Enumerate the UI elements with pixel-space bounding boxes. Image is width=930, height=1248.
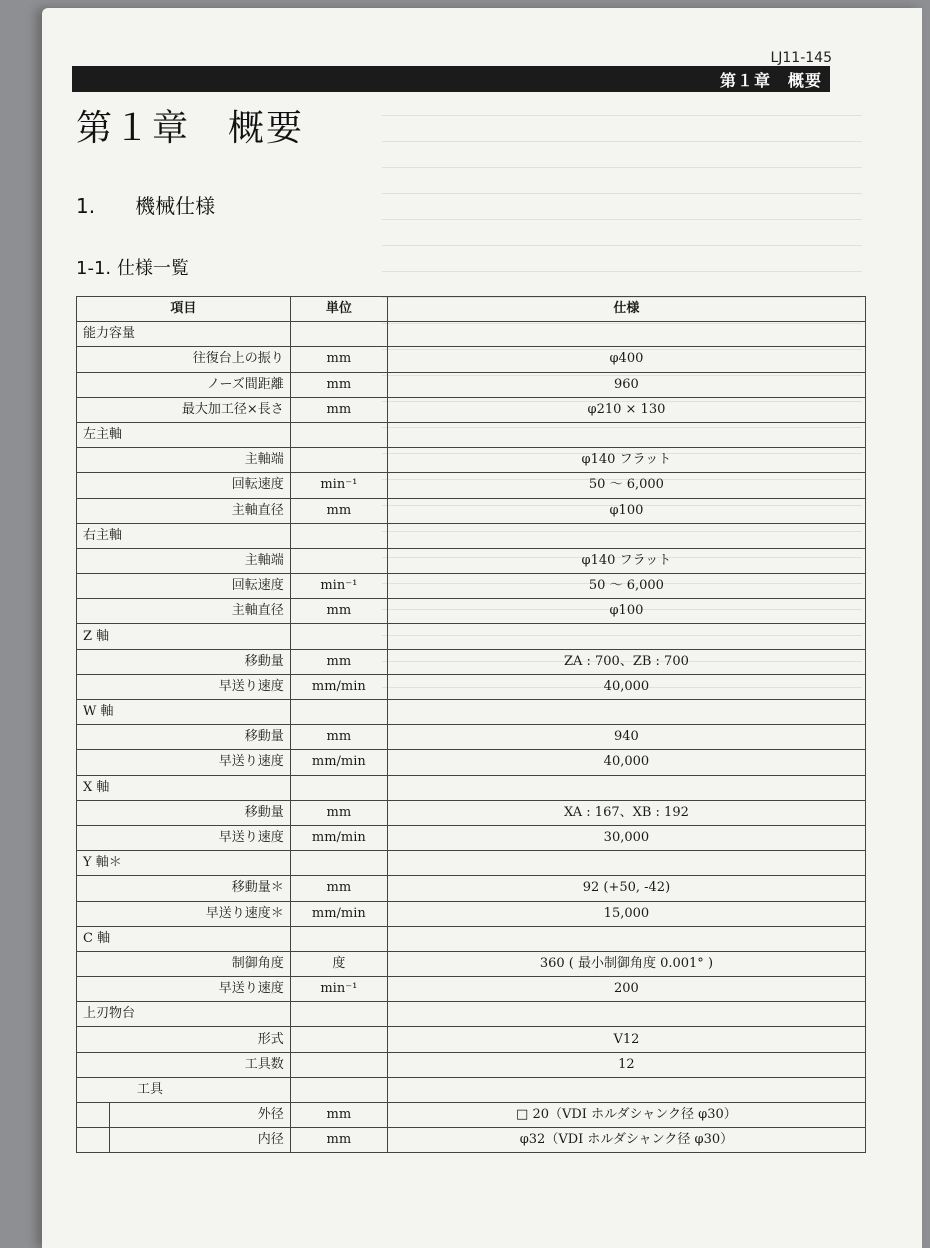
chapter-tab-label: 第１章 概要	[719, 71, 822, 90]
spec-value-cell	[387, 926, 865, 951]
unit-cell	[290, 1077, 387, 1102]
table-row	[77, 700, 866, 725]
table-row	[77, 548, 866, 573]
item-label-cell: 往復台上の振り	[77, 347, 291, 372]
table-row	[77, 624, 866, 649]
table-header-row	[77, 297, 866, 322]
spec-value-cell: φ32（VDI ホルダシャンク径 φ30）	[387, 1128, 865, 1153]
item-label-cell: 制御角度	[77, 951, 291, 976]
unit-cell	[290, 775, 387, 800]
unit-cell: mm	[290, 800, 387, 825]
table-row	[77, 674, 866, 699]
table-row	[77, 397, 866, 422]
table-row	[77, 1103, 866, 1128]
unit-cell	[290, 548, 387, 573]
unit-cell: mm	[290, 347, 387, 372]
table-row	[77, 1077, 866, 1102]
spec-value-cell: 50 ～ 6,000	[387, 574, 865, 599]
unit-cell: mm/min	[290, 901, 387, 926]
table-row	[77, 825, 866, 850]
spec-value-cell	[387, 851, 865, 876]
spec-value-cell: 15,000	[387, 901, 865, 926]
unit-cell: mm	[290, 725, 387, 750]
unit-cell: mm	[290, 372, 387, 397]
subsection-title: 1-1. 仕様一覧	[76, 258, 189, 279]
spec-value-cell: 12	[387, 1052, 865, 1077]
table-row	[77, 599, 866, 624]
table-row	[77, 725, 866, 750]
indent-cell	[77, 1128, 110, 1153]
unit-cell: mm	[290, 498, 387, 523]
category-cell: Z 軸	[77, 624, 291, 649]
unit-cell: min⁻¹	[290, 574, 387, 599]
item-label-cell: 早送り速度＊	[77, 901, 291, 926]
table-row	[77, 372, 866, 397]
indent-cell	[77, 1103, 110, 1128]
spec-table-body	[77, 322, 866, 1153]
item-label-cell: ノーズ間距離	[77, 372, 291, 397]
item-label-cell: 早送り速度	[77, 977, 291, 1002]
chapter-header-bar	[72, 66, 830, 92]
spec-value-cell: 940	[387, 725, 865, 750]
unit-cell: mm	[290, 649, 387, 674]
spec-value-cell: 50 ～ 6,000	[387, 473, 865, 498]
item-label-cell: 移動量	[77, 800, 291, 825]
unit-cell	[290, 1052, 387, 1077]
unit-cell: min⁻¹	[290, 977, 387, 1002]
spec-value-cell: φ100	[387, 498, 865, 523]
sub-item-label-cell: 内径	[109, 1128, 290, 1153]
unit-cell: mm	[290, 599, 387, 624]
spec-value-cell	[387, 624, 865, 649]
table-row	[77, 775, 866, 800]
spec-value-cell: 200	[387, 977, 865, 1002]
table-row	[77, 1128, 866, 1153]
unit-cell	[290, 1027, 387, 1052]
spec-value-cell: 360 ( 最小制御角度 0.001° )	[387, 951, 865, 976]
item-label-cell: 早送り速度	[77, 674, 291, 699]
spec-value-cell: 30,000	[387, 825, 865, 850]
spec-value-cell: φ400	[387, 347, 865, 372]
table-row	[77, 1002, 866, 1027]
unit-cell: mm	[290, 1103, 387, 1128]
unit-cell	[290, 624, 387, 649]
table-row	[77, 750, 866, 775]
table-row	[77, 448, 866, 473]
item-label-cell: 移動量	[77, 649, 291, 674]
table-row	[77, 1027, 866, 1052]
spec-value-cell: φ140 フラット	[387, 448, 865, 473]
item-label-cell: 形式	[77, 1027, 291, 1052]
table-row	[77, 473, 866, 498]
spec-value-cell: 40,000	[387, 750, 865, 775]
unit-cell: mm	[290, 1128, 387, 1153]
chapter-title: 第１章 概要	[76, 108, 305, 149]
table-row	[77, 800, 866, 825]
category-cell: X 軸	[77, 775, 291, 800]
unit-cell: 度	[290, 951, 387, 976]
unit-cell	[290, 523, 387, 548]
document-page	[42, 8, 922, 1248]
header-unit: 単位	[290, 297, 387, 322]
unit-cell	[290, 1002, 387, 1027]
category-cell: Y 軸＊	[77, 851, 291, 876]
spec-value-cell: φ210 × 130	[387, 397, 865, 422]
unit-cell	[290, 322, 387, 347]
table-row	[77, 851, 866, 876]
spec-value-cell	[387, 1077, 865, 1102]
table-row	[77, 523, 866, 548]
table-row	[77, 926, 866, 951]
spec-table	[76, 296, 866, 1153]
unit-cell: mm/min	[290, 825, 387, 850]
table-row	[77, 649, 866, 674]
spec-value-cell: ZA : 700、ZB : 700	[387, 649, 865, 674]
unit-cell	[290, 422, 387, 447]
spec-value-cell: V12	[387, 1027, 865, 1052]
table-row	[77, 322, 866, 347]
table-row	[77, 1052, 866, 1077]
table-row	[77, 347, 866, 372]
unit-cell	[290, 700, 387, 725]
spec-value-cell	[387, 322, 865, 347]
item-label-cell: 工具数	[77, 1052, 291, 1077]
unit-cell: mm	[290, 397, 387, 422]
spec-value-cell: 92 (+50, -42)	[387, 876, 865, 901]
item-label-cell: 移動量	[77, 725, 291, 750]
item-label-cell: 早送り速度	[77, 825, 291, 850]
spec-value-cell: □ 20（VDI ホルダシャンク径 φ30）	[387, 1103, 865, 1128]
category-cell: 上刃物台	[77, 1002, 291, 1027]
item-label-cell: 回転速度	[77, 574, 291, 599]
unit-cell	[290, 448, 387, 473]
unit-cell: mm/min	[290, 674, 387, 699]
item-label-cell: 最大加工径×長さ	[77, 397, 291, 422]
item-label-cell: 主軸直径	[77, 498, 291, 523]
item-label-cell: 主軸端	[77, 548, 291, 573]
sub-item-label-cell: 外径	[109, 1103, 290, 1128]
category-cell: 左主軸	[77, 422, 291, 447]
spec-value-cell: φ140 フラット	[387, 548, 865, 573]
document-id: LJ11-145	[770, 50, 832, 66]
unit-cell	[290, 851, 387, 876]
spec-value-cell: φ100	[387, 599, 865, 624]
spec-value-cell	[387, 775, 865, 800]
spec-value-cell	[387, 422, 865, 447]
spec-value-cell	[387, 1002, 865, 1027]
item-label-cell: 主軸端	[77, 448, 291, 473]
table-row	[77, 422, 866, 447]
table-row	[77, 901, 866, 926]
spec-value-cell	[387, 523, 865, 548]
table-row	[77, 951, 866, 976]
category-cell: C 軸	[77, 926, 291, 951]
section-title: 1. 機械仕様	[76, 194, 216, 218]
table-row	[77, 876, 866, 901]
unit-cell: mm/min	[290, 750, 387, 775]
item-label-cell: 早送り速度	[77, 750, 291, 775]
spec-value-cell: 960	[387, 372, 865, 397]
spec-value-cell: 40,000	[387, 674, 865, 699]
table-row	[77, 574, 866, 599]
table-row	[77, 977, 866, 1002]
unit-cell: mm	[290, 876, 387, 901]
category-cell: W 軸	[77, 700, 291, 725]
category-cell: 能力容量	[77, 322, 291, 347]
category-cell: 右主軸	[77, 523, 291, 548]
group-label-cell: 工具	[77, 1077, 291, 1102]
unit-cell: min⁻¹	[290, 473, 387, 498]
table-row	[77, 498, 866, 523]
spec-value-cell: XA : 167、XB : 192	[387, 800, 865, 825]
unit-cell	[290, 926, 387, 951]
header-spec: 仕様	[387, 297, 865, 322]
item-label-cell: 主軸直径	[77, 599, 291, 624]
spec-value-cell	[387, 700, 865, 725]
item-label-cell: 回転速度	[77, 473, 291, 498]
item-label-cell: 移動量＊	[77, 876, 291, 901]
header-item: 項目	[77, 297, 291, 322]
